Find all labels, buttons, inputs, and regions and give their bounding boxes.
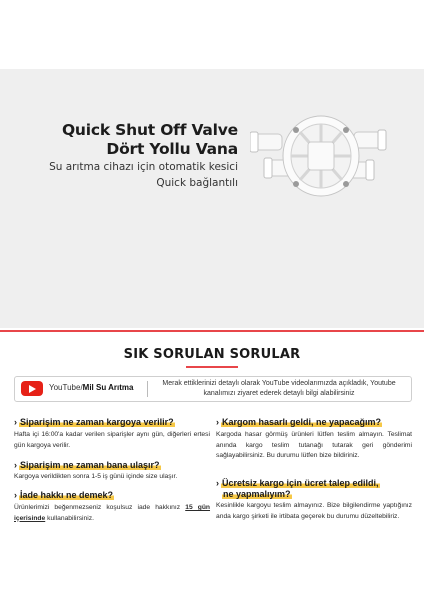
faq-answer-5: Kesinlikle kargoyu teslim almayınız. Bize bilgilendirme yaptığınız anda kargo şirketi ile irtibata geçerek bu durumu düzeltebiliriz. [216, 502, 412, 520]
product-subtitle-line2: Quick bağlantılı [156, 177, 238, 189]
youtube-prefix: YouTube/ [49, 383, 83, 392]
youtube-description: Merak ettiklerinizi detaylı olarak YouTube videolarımızda açıkladık, Youtube kanalımızı ziyaret ederek detaylı bilgi alabilirsiniz [162, 380, 396, 397]
product-title-line1: Quick Shut Off Valve [61, 121, 238, 139]
faq-top-line [0, 330, 424, 332]
product-hero [0, 69, 424, 344]
faq-question-3: › İade hakkı ne demek? [14, 490, 114, 500]
faq-title: SIK SORULAN SORULAR [123, 347, 301, 362]
faq-answer-4: Kargoda hasar görmüş ürünleri lütfen teslim almayın. Teslimat anında kargo teslim tutanağı tutarak geri gönderimi sağlayabilirsiniz. Bu durumu lütfen bize bildiriniz. [216, 431, 412, 459]
faq-question-5: › Ücretsiz kargo için ücret talep edildi, ne yapmalıyım? [216, 478, 379, 499]
valve-product-image [250, 112, 392, 202]
chevron-right-icon: › [14, 460, 17, 470]
youtube-channel-name: Mil Su Arıtma [82, 383, 134, 392]
product-title [62, 121, 238, 159]
faq-title-underline [186, 366, 238, 368]
chevron-right-icon: › [14, 417, 17, 427]
chevron-right-icon: › [14, 490, 17, 500]
faq-answer-3: Ürünlerimizi beğenmezseniz koşulsuz iade hakkınız 15 gün içerisinde kullanabilirsiniz. [14, 504, 211, 522]
faq-question-2: › Siparişim ne zaman bana ulaşır? [14, 460, 160, 470]
faq-answer-1: Hafta içi 16:00'a kadar verilen siparişler aynı gün, diğerleri ertesi gün kargoya verilir. [14, 431, 210, 449]
faq-answer-2: Kargoya verildikten sonra 1-5 iş günü içinde size ulaşır. [14, 473, 178, 480]
chevron-right-icon: › [216, 478, 219, 488]
youtube-banner[interactable] [14, 376, 412, 402]
faq-question-1: › Siparişim ne zaman kargoya verilir? [14, 417, 174, 427]
chevron-right-icon: › [216, 417, 219, 427]
faq-question-4: › Kargom hasarlı geldi, ne yapacağım? [216, 417, 382, 427]
youtube-channel-label[interactable] [49, 383, 134, 392]
product-subtitle [49, 159, 238, 191]
product-title-line2: Dört Yollu Vana [106, 140, 238, 158]
product-subtitle-line1: Su arıtma cihazı için otomatik kesici [49, 161, 238, 173]
youtube-icon [21, 381, 43, 396]
youtube-divider [147, 381, 148, 397]
